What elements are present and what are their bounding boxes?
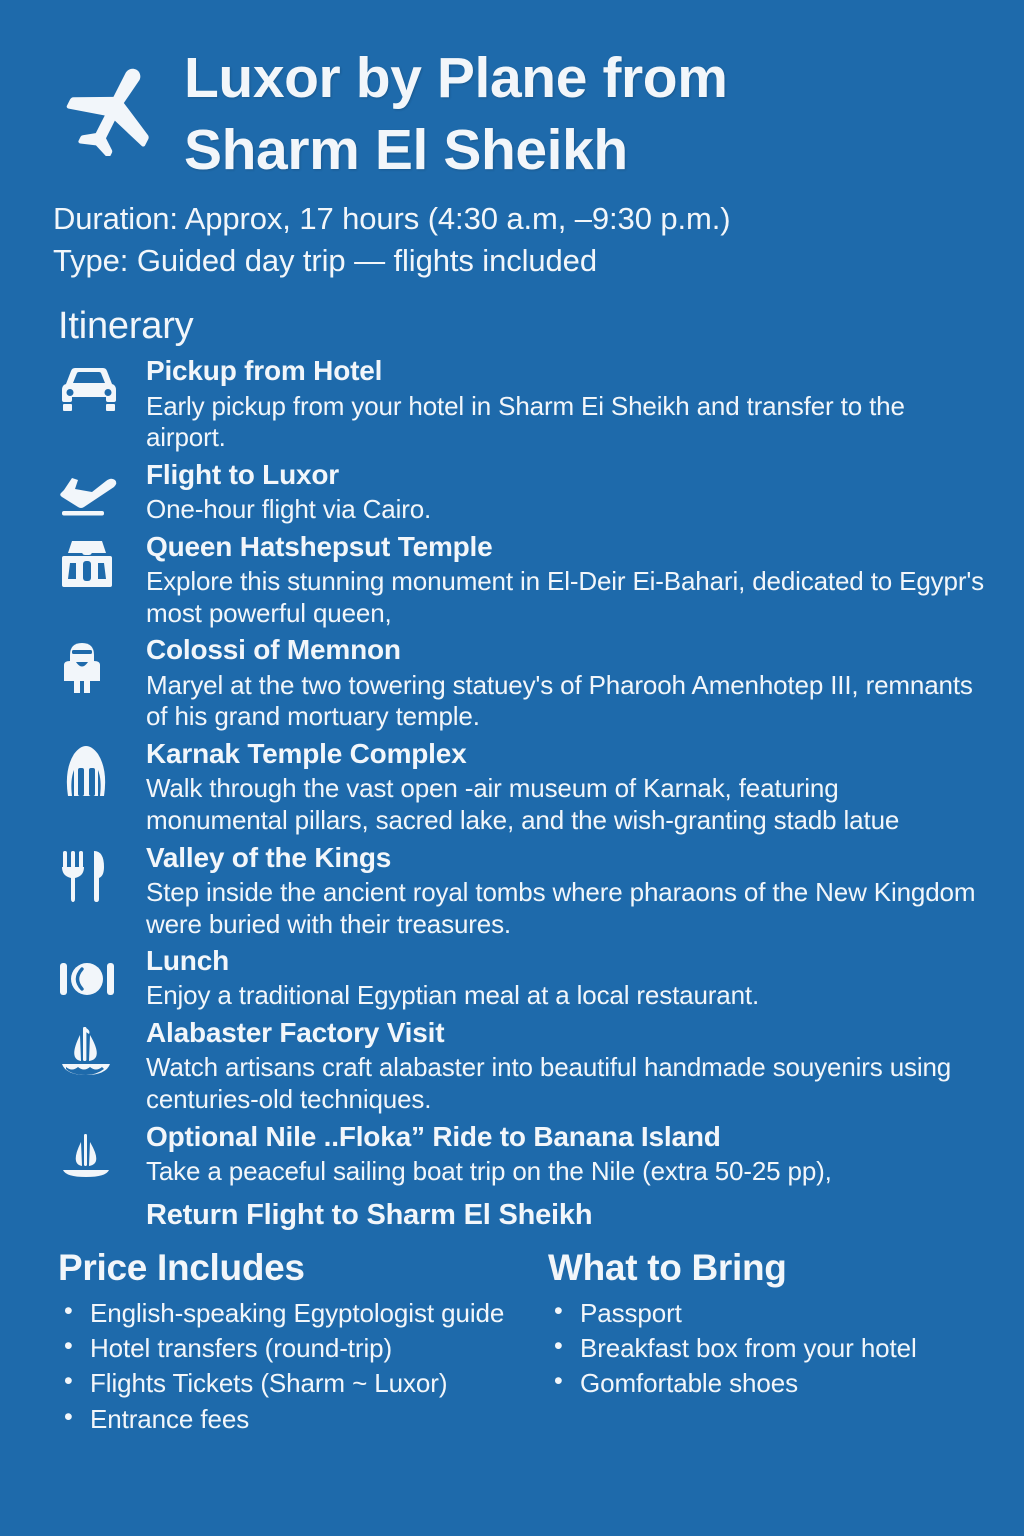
type-text: Type: Guided day trip — flights included <box>53 243 597 279</box>
item-title: Valley of the Kings <box>146 841 392 873</box>
pillars-icon <box>58 737 146 799</box>
what-to-bring-heading: What to Bring <box>548 1246 787 1288</box>
list-item <box>58 633 1024 733</box>
price-includes-list <box>58 1297 548 1435</box>
sailboat-icon <box>58 1016 146 1078</box>
item-title: Return Flight to Sharm El Sheikh <box>146 1198 593 1231</box>
item-title: Flight to Luxor <box>146 459 339 490</box>
list-item <box>58 354 1024 454</box>
item-description: Early pickup from your hotel in Sharm Ei Sheikh and transfer to the airport. <box>146 390 905 453</box>
page-title-line2: Sharm El Sheikh <box>184 118 628 183</box>
item-title: Queen Hatshepsut Temple <box>146 530 493 562</box>
fork-knife-icon <box>58 841 146 903</box>
price-includes-column <box>58 1247 548 1438</box>
list-item: • Gomfortable shoes <box>548 1367 1018 1399</box>
item-title: Alabaster Factory Visit <box>146 1017 445 1049</box>
list-item <box>58 458 1024 526</box>
list-item <box>58 737 1024 837</box>
title-block <box>178 42 728 187</box>
page-title-line1: Luxor by Plane from <box>184 46 728 110</box>
list-item: • Hotel transfers (round-trip) <box>58 1332 548 1364</box>
list-item <box>58 841 1024 941</box>
list-item: • Passport <box>548 1297 1018 1329</box>
item-title: Colossi of Memnon <box>146 634 401 666</box>
list-item <box>58 944 1024 1012</box>
bottom-columns <box>58 1247 1024 1438</box>
item-description: Watch artisans craft alabaster into beautiful handmade souyenirs using centuries-old techniques. <box>146 1052 952 1114</box>
list-item <box>58 1198 1024 1233</box>
temple-icon <box>58 530 146 592</box>
airplane-icon <box>58 42 178 156</box>
list-item: • Entrance fees <box>58 1403 548 1435</box>
item-description: Enjoy a traditional Egyptian meal at a local restaurant. <box>146 980 760 1011</box>
duration-text: Duration: Approx, 17 hours (4:30 a.m, –9:30 p.m.) <box>53 200 731 236</box>
plane-takeoff-icon <box>58 458 146 520</box>
item-description: Maryel at the two towering statuey's of Pharooh Amenhotep III, remnants of his grand mortuary temple. <box>146 669 973 732</box>
what-to-bring-list <box>548 1297 1018 1400</box>
list-item <box>58 1120 1024 1188</box>
list-item: • Flights Tickets (Sharm ~ Luxor) <box>58 1367 548 1399</box>
itinerary-heading: Itinerary <box>58 305 194 348</box>
car-icon <box>58 354 146 416</box>
item-description: Take a peaceful sailing boat trip on the Nile (extra 50-25 pp), <box>146 1155 832 1186</box>
item-title: Lunch <box>146 945 229 977</box>
header <box>0 0 1024 187</box>
item-description: Explore this stunning monument in El-Deir Ei-Bahari, dedicated to Egypr's most powerful queen, <box>146 566 984 628</box>
item-title: Pickup from Hotel <box>146 355 383 387</box>
item-description: Walk through the vast open -air museum of Karnak, featuring monumental pillars, sacred lake, and the wish-granting stadb latue <box>146 773 900 835</box>
itinerary-list <box>58 354 1024 1233</box>
list-item <box>58 530 1024 630</box>
what-to-bring-column <box>548 1247 1018 1438</box>
item-title: Optional Nile ..Floka” Ride to Banana Island <box>146 1120 721 1152</box>
list-item: • English-speaking Egyptologist guide <box>58 1297 548 1329</box>
price-includes-heading: Price Includes <box>58 1246 305 1288</box>
list-item <box>58 1016 1024 1116</box>
item-description: Step inside the ancient royal tombs where pharaons of the New Kingdom were buried with their treasures. <box>146 876 976 939</box>
statue-icon <box>58 633 146 695</box>
sailboat-small-icon <box>58 1120 146 1182</box>
plate-cutlery-icon <box>58 944 146 1006</box>
item-description: One-hour flight via Cairo. <box>146 494 432 525</box>
list-item: • Breakfast box from your hotel <box>548 1332 1018 1364</box>
item-title: Karnak Temple Complex <box>146 738 467 770</box>
spacer-icon <box>58 1198 146 1208</box>
